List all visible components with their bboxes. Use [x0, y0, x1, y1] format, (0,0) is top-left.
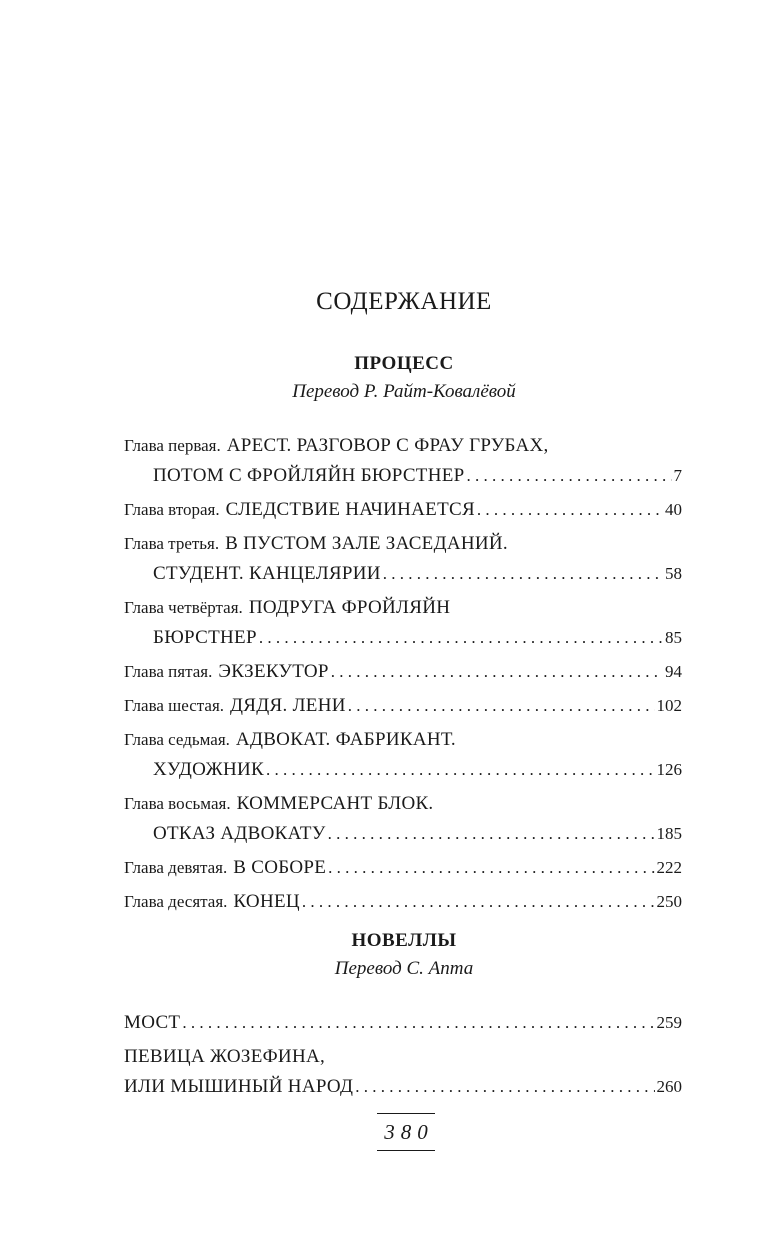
toc-entry [124, 887, 682, 917]
dot-leader [266, 755, 654, 785]
chapter-title-line1: КОММЕРСАНТ БЛОК. [236, 793, 434, 814]
page-number: 185 [656, 824, 682, 843]
page-number: 259 [656, 1013, 682, 1032]
page-number: 222 [656, 858, 682, 877]
chapter-title-line2: БЮРСТНЕР [153, 627, 257, 648]
chapter-title-line1: СЛЕДСТВИЕ НАЧИНАЕТСЯ [225, 499, 475, 520]
toc-entry [124, 789, 682, 849]
chapter-title-line1: АРЕСТ. РАЗГОВОР С ФРАУ ГРУБАХ, [226, 435, 549, 456]
chapter-title-line1: В СОБОРЕ [233, 857, 327, 878]
dot-leader [328, 853, 654, 883]
page-number: 94 [665, 662, 682, 681]
chapter-number: Глава девятая. [124, 858, 228, 877]
page-number: 260 [656, 1077, 682, 1096]
dot-leader [182, 1008, 654, 1038]
story-title-line1: МОСТ [124, 1012, 181, 1033]
dot-leader [328, 819, 655, 849]
toc-entry [124, 691, 682, 721]
section-translator-novellas: Перевод С. Апта [334, 958, 474, 979]
page-number: 126 [656, 760, 682, 779]
story-title-line1: ПЕВИЦА ЖОЗЕФИНА, [124, 1046, 326, 1067]
toc-entry [124, 593, 682, 653]
chapter-title-line1: ДЯДЯ. ЛЕНИ [230, 695, 346, 716]
dot-leader [348, 691, 655, 721]
chapter-title-line1: В ПУСТОМ ЗАЛЕ ЗАСЕДАНИЙ. [225, 533, 508, 554]
chapter-title-line2: ХУДОЖНИК [153, 759, 265, 780]
dot-leader [259, 623, 663, 653]
chapter-number: Глава шестая. [124, 696, 225, 715]
toc-entry [124, 725, 682, 785]
chapter-number: Глава третья. [124, 534, 220, 553]
section-heading-process: ПРОЦЕСС [354, 353, 454, 374]
toc-entry [124, 495, 682, 525]
folio-bottom-rule [377, 1150, 435, 1151]
toc-entry [124, 1008, 682, 1038]
chapter-title-line1: ЭКЗЕКУТОР [218, 661, 329, 682]
section-heading-novellas: НОВЕЛЛЫ [351, 930, 457, 951]
toc-entry [124, 529, 682, 589]
chapter-number: Глава десятая. [124, 892, 228, 911]
chapter-number: Глава седьмая. [124, 730, 230, 749]
dot-leader [467, 461, 672, 491]
chapter-number: Глава вторая. [124, 500, 220, 519]
chapter-title-line2: ОТКАЗ АДВОКАТУ [153, 823, 326, 844]
page-number: 250 [656, 892, 682, 911]
chapter-number: Глава пятая. [124, 662, 213, 681]
dot-leader [331, 657, 663, 687]
dot-leader [477, 495, 663, 525]
chapter-number: Глава первая. [124, 436, 221, 455]
dot-leader [383, 559, 663, 589]
chapter-number: Глава четвёртая. [124, 598, 243, 617]
section-translator-process: Перевод Р. Райт-Ковалёвой [292, 381, 516, 402]
chapter-title-line1: ПОДРУГА ФРОЙЛЯЙН [248, 597, 451, 618]
page-number: 85 [665, 628, 682, 647]
chapter-title-line1: КОНЕЦ [233, 891, 300, 912]
toc-novellas [124, 1008, 682, 1102]
chapter-title-line2: СТУДЕНТ. КАНЦЕЛЯРИИ [153, 563, 381, 584]
folio [377, 1113, 435, 1151]
story-title-line2: ИЛИ МЫШИНЫЙ НАРОД [124, 1076, 354, 1097]
toc-entry [124, 431, 682, 491]
toc-entry [124, 853, 682, 883]
page-number: 102 [656, 696, 682, 715]
chapter-title-line1: АДВОКАТ. ФАБРИКАНТ. [235, 729, 456, 750]
dot-leader [302, 887, 655, 917]
chapter-title-line2: ПОТОМ С ФРОЙЛЯЙН БЮРСТНЕР [153, 465, 465, 486]
chapter-number: Глава восьмая. [124, 794, 231, 813]
toc-entry [124, 1042, 682, 1102]
page-title: СОДЕРЖАНИЕ [316, 288, 492, 315]
page-number: 58 [665, 564, 682, 583]
toc-entry [124, 657, 682, 687]
dot-leader [355, 1072, 654, 1102]
toc-process [124, 431, 682, 917]
folio-page-number: 380 [384, 1120, 434, 1144]
page-number: 40 [665, 500, 682, 519]
page-number: 7 [673, 466, 682, 485]
